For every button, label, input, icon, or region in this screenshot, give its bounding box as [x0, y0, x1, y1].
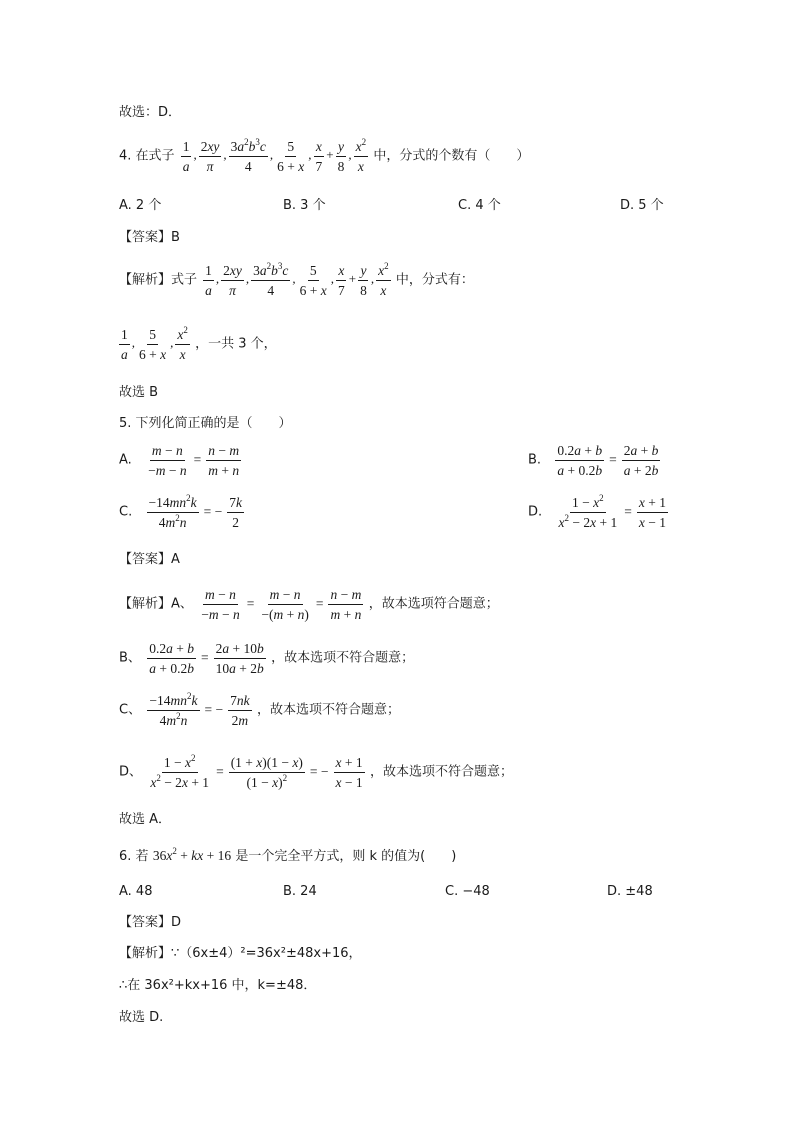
- q6-answer: 【答案】D: [119, 915, 182, 930]
- q4-fraction-list-expr: $\frac{1}{a}$ , $\frac{5}{6 + x}$ , $\frac{x^2}{x}$: [121, 325, 188, 362]
- q4-prefix: 4. 在式子: [119, 148, 175, 164]
- q4-option-b: B. 3 个: [283, 198, 326, 213]
- q6-stem: [119, 846, 456, 867]
- q5-option-c-label: C.: [119, 504, 133, 520]
- q5-option-c: C. $\frac{-14mn^2k}{4m^2n}$ = − $\frac{7k}{2}$: [119, 493, 242, 530]
- q5-option-b: B. $\frac{0.2a + b}{a + 0.2b}$ = $\frac{2a + b}{a + 2b}$: [528, 443, 659, 478]
- q6-analysis-line2: ∴在 36x²+kx+16 中，k=±48．: [119, 978, 317, 993]
- q5-analysis-b-note: ，故本选项不符合题意；: [271, 650, 415, 666]
- q5-analysis-d-label: D、: [119, 764, 143, 780]
- q4-analysis-expressions: $\frac{1}{a}$ , $\frac{2xy}{\pi}$ , $\frac{3a^2b^3c}{4}$ , $\frac{5}{6 + x}$ , $\frac{x}{7}$ + $\frac{y}{8}$ , $\frac{x^2}{x}$: [205, 261, 389, 298]
- q6-option-a: A. 48: [119, 884, 153, 899]
- q4-option-c: C. 4 个: [458, 198, 501, 213]
- q5-analysis-d-note: ，故本选项不符合题意；: [370, 764, 514, 780]
- q6-option-c: C. −48: [445, 884, 490, 899]
- q4-analysis: [119, 262, 474, 299]
- q6-option-d: D. ±48: [607, 884, 653, 899]
- q5-analysis-c: C、 $\frac{-14mn^2k}{4m^2n}$ = − $\frac{7nk}{2m}$ ，故本选项不符合题意；: [119, 691, 400, 728]
- q6-option-b: B. 24: [283, 884, 317, 899]
- q5-analysis-a-note: ，故本选项符合题意；: [368, 596, 499, 612]
- q6-prefix: 6. 若: [119, 849, 149, 864]
- q5-answer: 【答案】A: [119, 552, 180, 567]
- q4-fraction-list: [119, 326, 277, 363]
- q4-answer: 【答案】B: [119, 230, 180, 245]
- q5-analysis-a: 【解析】A、 $\frac{m - n}{-m - n}$ = $\frac{m - n}{-(m + n)}$ = $\frac{n - m}{m + n}$ ，故本选项符合题意；: [119, 587, 499, 622]
- q6-analysis-line1: 【解析】∵（6x±4）²=36x²±48x+16，: [119, 946, 362, 961]
- q5-option-a: A. $\frac{m - n}{-m - n}$ = $\frac{n - m}{m + n}$: [119, 443, 240, 478]
- q5-analysis-c-note: ，故本选项不符合题意；: [256, 702, 400, 718]
- q5-analysis-b-label: B、: [119, 650, 141, 666]
- q5-analysis-d: D、 $\frac{1 - x^2}{x^2 - 2x + 1}$ = $\frac{(1 + x)(1 - x)}{(1 - x)^2}$ = − $\frac{x + 1}{x - 1}$ ，故本选项不符合题意；: [119, 753, 514, 790]
- q4-analysis-prefix: 【解析】式子: [119, 272, 198, 288]
- intro-choice: 故选：D．: [119, 105, 182, 120]
- q5-analysis-b: B、 $\frac{0.2a + b}{a + 0.2b}$ = $\frac{2a + 10b}{10a + 2b}$ ，故本选项不符合题意；: [119, 641, 415, 676]
- q5-choice: 故选 A．: [119, 812, 172, 827]
- q5-stem: 5. 下列化简正确的是（ ）: [119, 416, 292, 431]
- q5-option-d-label: D.: [528, 504, 543, 520]
- q5-option-d: D. $\frac{1 - x^2}{x^2 - 2x + 1}$ = $\frac{x + 1}{x - 1}$: [528, 493, 666, 530]
- q4-suffix: 中，分式的个数有（ ）: [373, 148, 530, 164]
- q4-expressions: $\frac{1}{a}$ , $\frac{2xy}{\pi}$ , $\frac{3a^2b^3c}{4}$ , $\frac{5}{6 + x}$ , $\frac{x}{7}$ + $\frac{y}{8}$ , $\frac{x^2}{x}$: [182, 137, 367, 174]
- q5-analysis-c-label: C、: [119, 702, 142, 718]
- q4-stem: [119, 138, 529, 175]
- q4-analysis-suffix: 中，分式有：: [395, 272, 474, 288]
- q6-choice: 故选 D.: [119, 1010, 164, 1025]
- q4-choice: 故选 B: [119, 385, 159, 400]
- q4-option-a: A. 2 个: [119, 198, 162, 213]
- q6-suffix: 是一个完全平方式，则 k 的值为( ): [235, 849, 457, 864]
- q5-analysis-a-prefix: 【解析】A、: [119, 596, 193, 612]
- q6-expression: $36x^2$ + kx + 16: [152, 846, 232, 863]
- q5-option-b-label: B.: [528, 452, 542, 468]
- q4-option-d: D. 5 个: [620, 198, 664, 213]
- q4-list-suffix: ，一共 3 个，: [195, 336, 277, 352]
- q5-option-a-label: A.: [119, 452, 132, 468]
